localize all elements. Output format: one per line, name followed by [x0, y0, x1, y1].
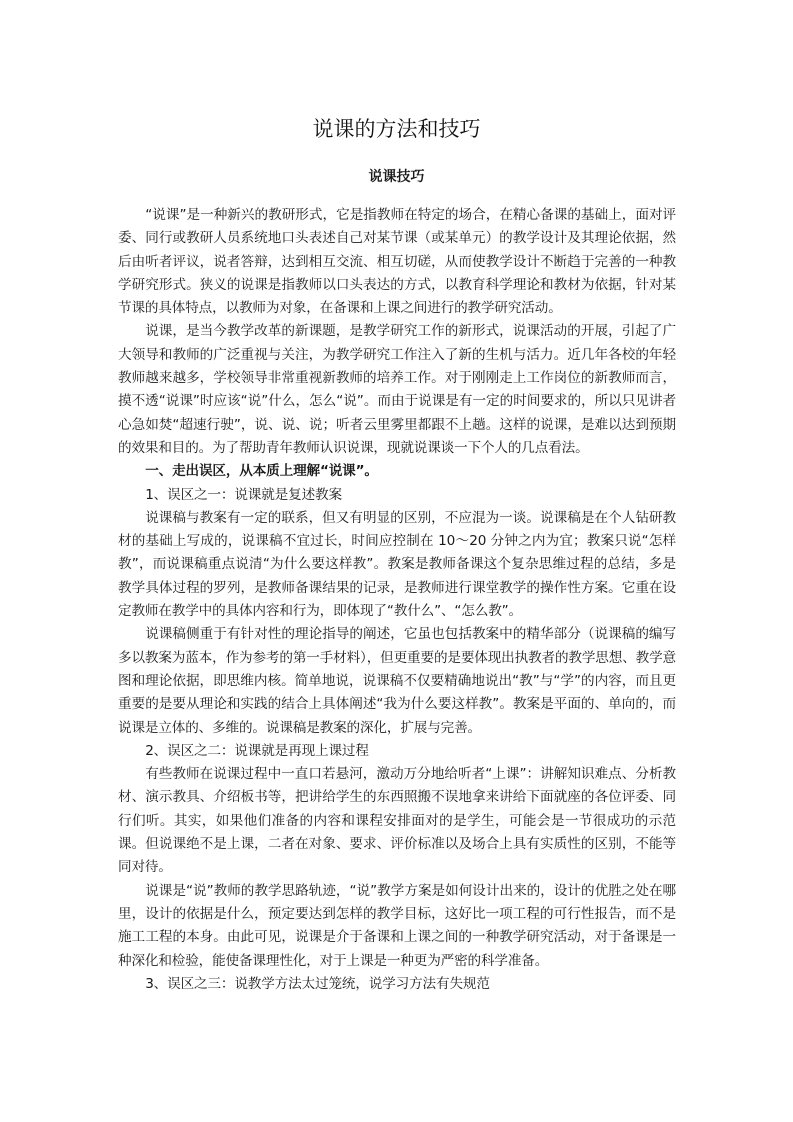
paragraph-background: 说课，是当今教学改革的新课题，是教学研究工作的新形式，说课活动的开展，引起了广大领导和教师的广泛重视与关注，为教学研究工作注入了新的生机与活力。近几年各校的年轻教师越来越多，学校领导非常重视新教师的培养工作。对于刚刚走上工作岗位的新教师而言，摸不透“说课”时应该“说”什么，怎么“说”。而由于说课是有一定的时间要求的，所以只见讲者心急如焚“超速行驶”，说、说、说；听者云里雾里都跟不上趟。这样的说课，是难以达到预期的效果和目的。为了帮助青年教师认识说课，现就说课谈一下个人的几点看法。: [118, 323, 676, 456]
paragraph-lesson-plan-theory: 说课稿侧重于有针对性的理论指导的阐述，它虽也包括教案中的精华部分（说课稿的编写多以教案为蓝本，作为参考的第一手材料），但更重要的是要体现出执教者的教学思想、教学意图和理论依据，即思维内核。简单地说，说课稿不仅要精确地说出“教”与“学”的内容，而且更重要的是要从理论和实践的结合上具体阐述“我为什么要这样教”。教案是平面的、单向的，而说课是立体的、多维的。说课稿是教案的深化，扩展与完善。: [118, 626, 676, 736]
subheading-misconception-1: 1、误区之一：说课就是复述教案: [145, 486, 342, 503]
subheading-misconception-2: 2、误区之二：说课就是再现上课过程: [145, 742, 369, 759]
paragraph-teaching-rationale: 说课是“说”教师的教学思路轨迹，“说”教学方案是如何设计出来的，设计的优胜之处在哪里，设计的依据是什么，预定要达到怎样的教学目标，这好比一项工程的可行性报告，而不是施工工程的本身。由此可见，说课是介于备课和上课之间的一种教学研究活动，对于备课是一种深化和检验，能使备课理性化，对于上课是一种更为严密的科学准备。: [118, 882, 676, 969]
document-body: [118, 204, 676, 996]
paragraph-lesson-plan-difference: 说课稿与教案有一定的联系，但又有明显的区别，不应混为一谈。说课稿是在个人钻研教材的基础上写成的，说课稿不宜过长，时间应控制在 10～20 分钟之内为宜；教案只说“怎样教”，而说课稿重点说清“为什么要这样教”。教案是教师备课这个复杂思维过程的总结，多是教学具体过程的罗列，是教师备课结果的记录，是教师进行课堂教学的操作性方案。它重在设定教师在教学中的具体内容和行为，即体现了“教什么”、“怎么教”。: [118, 509, 676, 620]
document-title: 说课的方法和技巧: [312, 117, 481, 141]
paragraph-intro: “说课”是一种新兴的教研形式，它是指教师在特定的场合，在精心备课的基础上，面对评委、同行或教研人员系统地口头表述自己对某节课（或某单元）的教学设计及其理论依据，然后由听者评议，说者答辩，达到相互交流、相互切磋，从而使教学设计不断趋于完善的一种教学研究形式。狭义的说课是指教师以口头表达的方式，以教育科学理论和教材为依据，针对某节课的具体特点，以教师为对象，在备课和上课之间进行的教学研究活动。: [118, 207, 676, 317]
section-heading-1: 一、走出误区，从本质上理解“说课”。: [145, 463, 378, 480]
document-subtitle: 说课技巧: [368, 169, 425, 185]
subheading-misconception-3: 3、误区之三：说教学方法太过笼统，说学习方法有失规范: [145, 975, 490, 992]
paragraph-not-teaching: 有些教师在说课过程中一直口若悬河，激动万分地给听者“上课”：讲解知识难点、分析教材、演示教具、介绍板书等，把讲给学生的东西照搬不误地拿来讲给下面就座的各位评委、同行们听。其实，如果他们准备的内容和课程安排面对的是学生，可能会是一节很成功的示范课。但说课绝不是上课，二者在对象、要求、评价标准以及场合上具有实质性的区别，不能等同对待。: [118, 766, 676, 876]
